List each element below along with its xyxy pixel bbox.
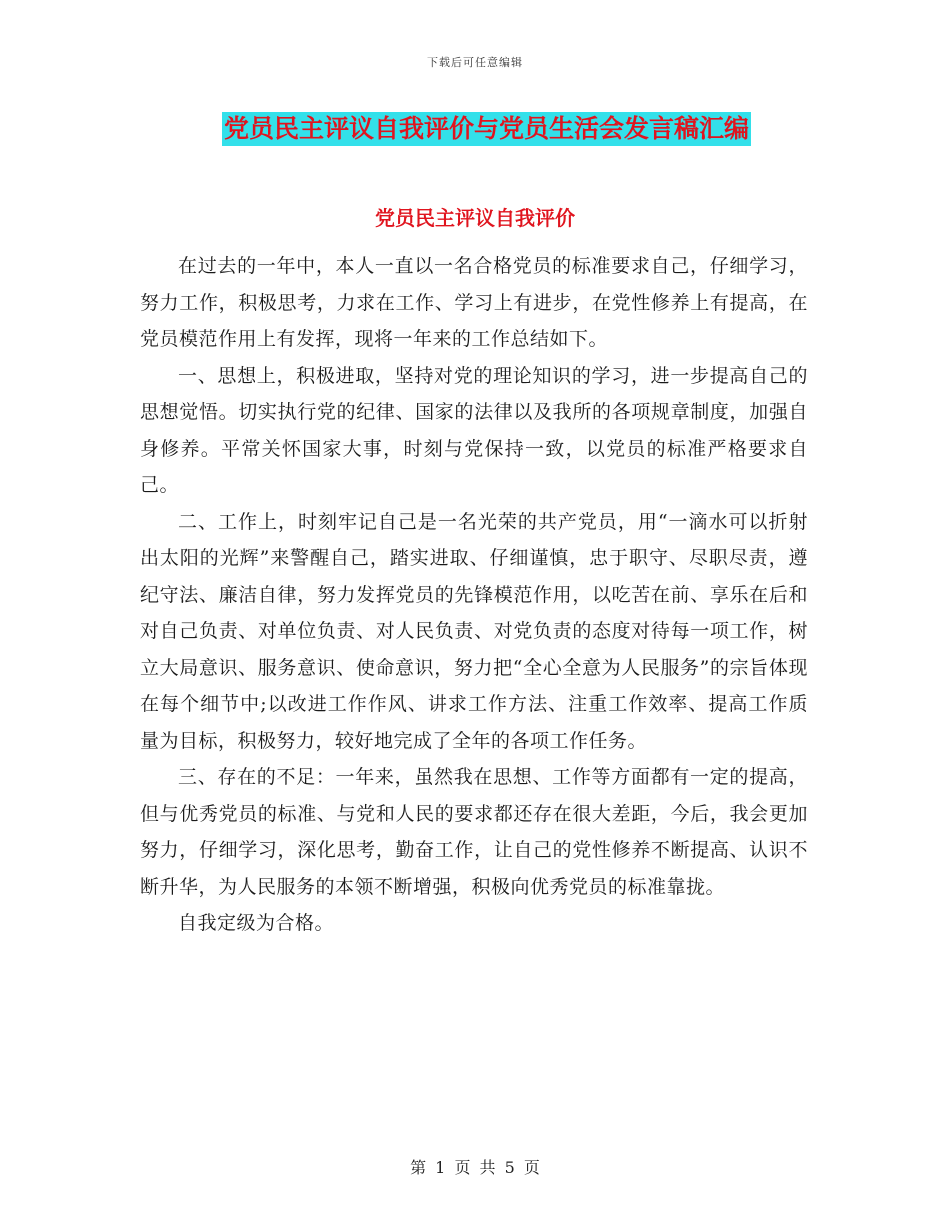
page-footer: 第 1 页 共 5 页 [410, 1158, 540, 1177]
paragraph-intro: 在过去的一年中，本人一直以一名合格党员的标准要求自己，仔细学习，努力工作，积极思考，力求在工作、学习上有进步，在党性修养上有提高，在党员模范作用上有发挥，现将一年来的工作总结如下。 [140, 255, 808, 350]
paragraph-rating: 自我定级为合格。 [178, 912, 335, 934]
download-note: 下载后可任意编辑 [427, 56, 523, 69]
main-title-wrap [222, 112, 751, 146]
paragraph-work: 二、工作上，时刻牢记自己是一名光荣的共产党员，用“一滴水可以折射出太阳的光辉”来警醒自己，踏实进取、仔细谨慎，忠于职守、尽职尽责，遵纪守法、廉洁自律，努力发挥党员的先锋模范作用，以吃苦在前、享乐在后和对自己负责、对单位负责、对人民负责、对党负责的态度对待每一项工作，树立大局意识、服务意识、使命意识，努力把“全心全意为人民服务”的宗旨体现在每个细节中;以改进工作作风、讲求工作方法、注重工作效率、提高工作质量为目标，积极努力，较好地完成了全年的各项工作任务。 [140, 510, 808, 752]
section-title: 党员民主评议自我评价 [375, 206, 575, 230]
paragraph-thought: 一、思想上，积极进取，坚持对党的理论知识的学习，进一步提高自己的思想觉悟。切实执行党的纪律、国家的法律以及我所的各项规章制度，加强自身修养。平常关怀国家大事，时刻与党保持一致，以党员的标准严格要求自己。 [140, 364, 808, 496]
document-body [140, 248, 808, 942]
paragraph-shortcomings: 三、存在的不足：一年来，虽然我在思想、工作等方面都有一定的提高，但与优秀党员的标准、与党和人民的要求都还存在很大差距，今后，我会更加努力，仔细学习，深化思考，勤奋工作，让自己的党性修养不断提高、认识不断升华，为人民服务的本领不断增强，积极向优秀党员的标准靠拢。 [140, 766, 808, 898]
main-title: 党员民主评议自我评价与党员生活会发言稿汇编 [222, 112, 751, 146]
